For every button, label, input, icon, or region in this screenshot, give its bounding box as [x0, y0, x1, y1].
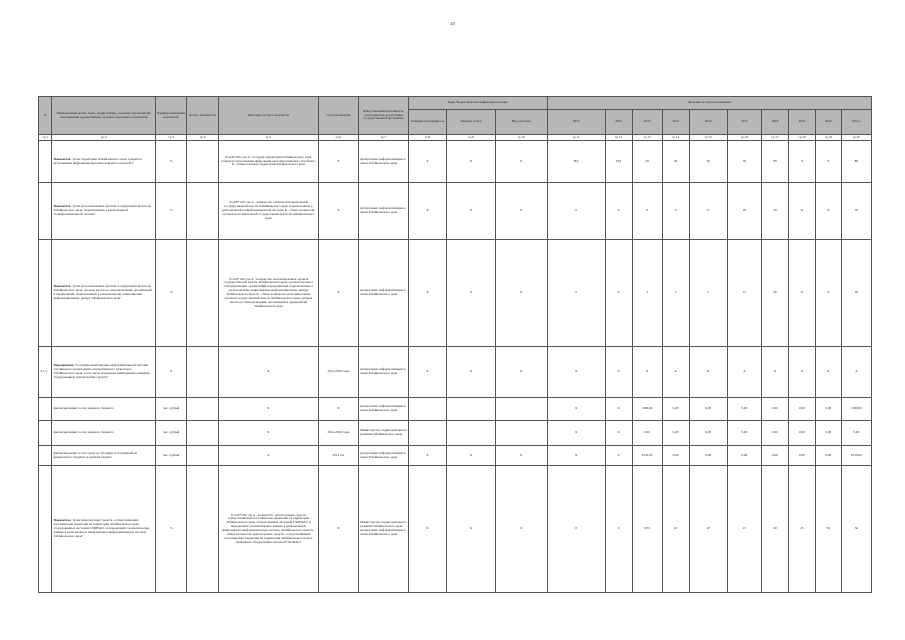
row-value: Х: [547, 446, 605, 466]
row-value: 50: [762, 183, 789, 240]
row-value: 0,00: [788, 421, 815, 446]
row-coef: [187, 141, 219, 183]
row-value: 20: [727, 183, 761, 240]
column-number: гр.4: [187, 135, 219, 141]
row-value: 0,00: [727, 398, 761, 421]
row-value: 10: [689, 466, 727, 593]
header-resp: Ответственный исполнитель, соисполнитель и участники государственной программы: [359, 97, 409, 135]
row-value: 80: [762, 141, 789, 183]
row-value: Х: [788, 141, 815, 183]
header-year: 2019: [788, 110, 815, 135]
row-value: Х: [788, 240, 815, 347]
row-name-type: Показатель: [53, 156, 71, 161]
program-table: [38, 96, 872, 593]
row-value: 0: [547, 466, 605, 593]
row-budget-main: [408, 421, 446, 446]
row-value: 0,00: [815, 421, 841, 446]
row-budget-type: Х: [495, 446, 547, 466]
row-name-text: "Создание навигационно-информационной системы спутникового мониторинга автомобильного транспорта Забайкальского края, в том числе поддержка навигационно-связным оборудованием транспортных средств": [53, 363, 150, 379]
row-value: 30: [632, 141, 662, 183]
row-coef: [187, 421, 219, 446]
row-name-text: финансирование за счет средств субсидии, поступившей из федерального бюджета в краевой бюджет: [53, 450, 138, 459]
column-number: гр.11: [547, 135, 605, 141]
header-method: Методика расчета показателя: [219, 97, 318, 135]
row-name: [52, 240, 156, 347]
row-budget-target: Х: [447, 446, 496, 466]
row-value: Х: [815, 141, 841, 183]
row-name: [52, 398, 156, 421]
row-budget-target: Х: [447, 466, 496, 593]
row-budget-main: Х: [408, 240, 446, 347]
row-value: 5: [632, 240, 662, 347]
row-value: 0: [662, 183, 689, 240]
header-year: 2012: [547, 110, 605, 135]
row-value: Х: [689, 347, 727, 398]
header-name: Наименование целей, задач, подпрограмм, основных мероприятий, мероприятий, ведомственных целевых программ, показателей: [52, 97, 156, 135]
row-value: 0: [547, 240, 605, 347]
row-value: 0: [605, 466, 632, 593]
row-term: Х: [318, 183, 358, 240]
row-value: 0: [605, 183, 632, 240]
row-responsible: Департамент информатизации и связи Забайкальского края: [359, 347, 409, 398]
row-value: 20: [762, 466, 789, 593]
row-value: 12: [727, 240, 761, 347]
row-value: 0: [689, 183, 727, 240]
row-value: НД: [547, 141, 605, 183]
row-value-total: 80: [841, 141, 871, 183]
row-budget-type: Х: [495, 240, 547, 347]
row-term: Х: [318, 141, 358, 183]
row-method: Х: [219, 421, 318, 446]
row-method: Э=А/Б*100, где А - количество транспортных средств, осуществляющих пассажирские перевозки на территории Забайкальского края, оборудованных системой ГЛОНАСС и передающих телематические данные в региональную навигационно-информационную систему Забайкальского края; Б - общее количество транспортных средств, осуществляющих пассажирские перевозки на территории Забайкальского края и требующих оборудования системой ГЛОНАСС: [219, 466, 318, 593]
row-budget-type: Х: [495, 183, 547, 240]
row-value-total: 50: [841, 183, 871, 240]
row-value: Х: [632, 347, 662, 398]
row-responsible: Департамент информатизации и связи Забайкальского края: [359, 398, 409, 421]
table-row: [39, 446, 872, 466]
row-name: [52, 347, 156, 398]
row-budget-target: Х: [447, 141, 496, 183]
row-unit: тыс. рублей: [156, 421, 187, 446]
header-year-total: Итого: [841, 110, 871, 135]
column-number: гр.12: [605, 135, 632, 141]
row-value: 0,00: [762, 446, 789, 466]
row-budget-target: Х: [447, 183, 496, 240]
row-budget-target: [447, 398, 496, 421]
row-responsible: Министерство территориального развития Забайкальского края, Департамент информатизации и связи Забайкальского края: [359, 466, 409, 593]
row-responsible: Министерство территориального развития Забайкальского края: [359, 421, 409, 446]
row-budget-type: Х: [495, 141, 547, 183]
row-budget-type: [495, 421, 547, 446]
row-value: 30: [689, 141, 727, 183]
row-value: 15: [727, 466, 761, 593]
row-budget-target: Х: [447, 347, 496, 398]
row-number: [39, 398, 52, 421]
row-method: Э=А/Б*100, где А - площадь территории Забайкальского края, покрытая актуальными цифровыми картами различного масштаба; Б - общая площадь территории Забайкальского края: [219, 141, 318, 183]
column-number: гр.5: [219, 135, 318, 141]
row-value: 0,00: [788, 398, 815, 421]
row-value: 0,00: [689, 446, 727, 466]
row-name-text: "Доля территории Забайкальского края, покрытая актуальными цифровыми картами различного масштаба": [53, 156, 142, 165]
row-budget-target: Х: [447, 240, 496, 347]
row-unit: %: [156, 183, 187, 240]
column-number: гр.17: [762, 135, 789, 141]
header-no: №: [39, 97, 52, 135]
row-value: Х: [605, 398, 632, 421]
header-year: 2015: [662, 110, 689, 135]
row-number: [39, 421, 52, 446]
row-value: Х: [605, 446, 632, 466]
row-number: [39, 141, 52, 183]
row-value: Х: [547, 398, 605, 421]
page-number: 20: [450, 21, 455, 26]
row-budget-main: Х: [408, 466, 446, 593]
table-row: [39, 398, 872, 421]
row-term: 2014-2020 годы: [318, 347, 358, 398]
row-name-text: финансирование за счет краевого бюджета: [53, 406, 114, 411]
row-name-type: Показатель: [53, 284, 71, 289]
row-value: Х: [547, 421, 605, 446]
column-number: гр.14: [662, 135, 689, 141]
row-unit: %: [156, 141, 187, 183]
row-coef: [187, 398, 219, 421]
header-year: 2014: [632, 110, 662, 135]
row-budget-type: Х: [495, 347, 547, 398]
row-value: 0,00: [815, 398, 841, 421]
row-responsible: Департамент информатизации и связи Забайкальского края: [359, 183, 409, 240]
row-value: Х: [815, 240, 841, 347]
row-value-total: 28: [841, 240, 871, 347]
column-number: гр.18: [788, 135, 815, 141]
table-row: [39, 421, 872, 446]
header-budget-group: Коды бюджетной классификации расходов: [408, 97, 547, 110]
row-value: Х: [762, 347, 789, 398]
row-unit: %: [156, 466, 187, 593]
row-value: 5: [689, 240, 727, 347]
row-value: 10: [662, 466, 689, 593]
row-value: 5: [662, 240, 689, 347]
row-method: Э=А/Б*100, где А - количество исполнительных органов государственной власти Забайкальского края, органов местного самоуправления, организаций и предприятий, подключенных к региональному навигационно-информационному центру Забайкальского края; Б - общее количество исполнительных органов государственной власти Забайкальского края, органов местного самоуправления, организаций и предприятий Забайкальского края: [219, 240, 318, 347]
row-value: 0,00: [662, 421, 689, 446]
row-value: Х: [788, 347, 815, 398]
table-row: [39, 183, 872, 240]
row-value: 28: [762, 240, 789, 347]
header-years-group: Значения по годам реализации: [547, 97, 871, 110]
row-method: Э=А/Б*100, где А - количество органов исполнительной государственной власти Забайкальского края, подключенных к региональной геоинформационной системе; Б - общее количество органов исполнительной государственной власти Забайкальского края: [219, 183, 318, 240]
row-name-text: "Доля исполнительных органов государственной власти Забайкальского края, подключенных к региональной геоинформационной системе": [53, 204, 151, 216]
row-coef: [187, 347, 219, 398]
row-term: Х: [318, 240, 358, 347]
row-term: 2014 год: [318, 446, 358, 466]
row-name-text: "Доля исполнительных органов государственной власти Забайкальского края, органов местного самоуправления, организаций и предприятий, подключенных к региональному навигационно-информационному центру Забайкальского края": [53, 284, 152, 300]
row-coef: [187, 183, 219, 240]
table-row: [39, 466, 872, 593]
header-budget-main: Главный распорядитель: [408, 110, 446, 135]
row-term: Х: [318, 466, 358, 593]
row-value-total: 0,00: [841, 421, 871, 446]
row-unit: Х: [156, 347, 187, 398]
row-value: 8150,00: [632, 446, 662, 466]
row-term: Х: [318, 398, 358, 421]
row-value-total: Х: [841, 347, 871, 398]
row-name: [52, 446, 156, 466]
row-name-type: Мероприятие: [53, 363, 74, 368]
header-year: 2013: [605, 110, 632, 135]
row-value: 0: [605, 240, 632, 347]
row-budget-target: [447, 421, 496, 446]
row-value: 0,00: [632, 421, 662, 446]
row-value: 0,00: [762, 421, 789, 446]
row-number: [39, 183, 52, 240]
column-number: гр.6: [318, 135, 358, 141]
column-number: гр.3: [156, 135, 187, 141]
header-budget-target: Целевая статья: [447, 110, 496, 135]
header-year: 2017: [727, 110, 761, 135]
column-number: гр.13: [632, 135, 662, 141]
row-budget-type: [495, 398, 547, 421]
row-value: 0,00: [788, 446, 815, 466]
header-coef: Коэф-т значимости: [187, 97, 219, 135]
row-name: [52, 141, 156, 183]
row-value: 0: [547, 183, 605, 240]
row-name-text: финансирование за счет краевого бюджета: [53, 430, 114, 435]
row-value: 0,00: [762, 398, 789, 421]
header-year: 2016: [689, 110, 727, 135]
column-number: гр.9: [447, 135, 496, 141]
row-value: 0,00: [689, 421, 727, 446]
row-value: 30: [662, 141, 689, 183]
row-value: Х: [815, 183, 841, 240]
row-responsible: Департамент информатизации и связи Забайкальского края: [359, 446, 409, 466]
row-value: 8,33: [632, 466, 662, 593]
row-number: [39, 446, 52, 466]
row-method: Х: [219, 398, 318, 421]
row-value: 1300,00: [632, 398, 662, 421]
row-method: Х: [219, 446, 318, 466]
row-value-total: 30: [841, 466, 871, 593]
row-method: Х: [219, 347, 318, 398]
row-value: Х: [605, 347, 632, 398]
row-unit: тыс. рублей: [156, 446, 187, 466]
table-row: [39, 141, 872, 183]
row-value: 0,00: [727, 446, 761, 466]
row-value-total: 1300,00: [841, 398, 871, 421]
column-number: гр.15: [689, 135, 727, 141]
header-year: 2020: [815, 110, 841, 135]
row-budget-main: [408, 398, 446, 421]
row-value: 25: [788, 466, 815, 593]
column-number: гр.10: [495, 135, 547, 141]
column-number: гр.2: [52, 135, 156, 141]
row-coef: [187, 240, 219, 347]
row-value: 50: [727, 141, 761, 183]
column-number: гр.7: [359, 135, 409, 141]
column-number: гр.20: [841, 135, 871, 141]
row-name: [52, 183, 156, 240]
row-responsible: Департамент информатизации и связи Забайкальского края: [359, 141, 409, 183]
row-budget-main: Х: [408, 183, 446, 240]
row-value: 0,00: [662, 446, 689, 466]
column-number: гр.19: [815, 135, 841, 141]
row-value: 0,00: [689, 398, 727, 421]
header-year: 2018: [762, 110, 789, 135]
row-coef: [187, 446, 219, 466]
row-unit: тыс. рублей: [156, 398, 187, 421]
row-value: 0: [632, 183, 662, 240]
row-coef: [187, 466, 219, 593]
row-value: 0,00: [727, 421, 761, 446]
row-value: 0,00: [662, 398, 689, 421]
row-name: [52, 466, 156, 593]
row-budget-main: Х: [408, 141, 446, 183]
row-number: [39, 240, 52, 347]
header-term: Срок реализации: [318, 97, 358, 135]
row-value: Х: [788, 183, 815, 240]
row-value: НД: [605, 141, 632, 183]
row-number: 4.1.3: [39, 347, 52, 398]
row-budget-main: Х: [408, 347, 446, 398]
row-value: Х: [815, 347, 841, 398]
table-row: [39, 347, 872, 398]
row-value: Х: [662, 347, 689, 398]
table-row: [39, 240, 872, 347]
row-value: Х: [727, 347, 761, 398]
row-value: 30: [815, 466, 841, 593]
row-budget-type: Х: [495, 466, 547, 593]
row-name-text: "Доля транспортных средств, осуществляющих пассажирские перевозки на территории Забайкальского края, оборудованных системой ГЛОНАСС и передающих телематические данные в региональную навигационно-информационную систему Забайкальского края": [53, 518, 150, 538]
row-value-total: 8150,00: [841, 446, 871, 466]
row-term: 2014-2020 годы: [318, 421, 358, 446]
row-name-type: Показатель: [53, 204, 71, 209]
column-number: гр.1: [39, 135, 52, 141]
row-budget-main: Х: [408, 446, 446, 466]
row-number: [39, 466, 52, 593]
row-name-type: Показатель: [53, 518, 71, 523]
row-value: 0,00: [815, 446, 841, 466]
column-number: гр.16: [727, 135, 761, 141]
row-value: Х: [547, 347, 605, 398]
header-unit: Единица измерения показателя: [156, 97, 187, 135]
row-name: [52, 421, 156, 446]
header-budget-type: Вид расходов: [495, 110, 547, 135]
row-value: Х: [605, 421, 632, 446]
row-unit: %: [156, 240, 187, 347]
column-number: гр.8: [408, 135, 446, 141]
row-responsible: Департамент информатизации и связи Забайкальского края: [359, 240, 409, 347]
